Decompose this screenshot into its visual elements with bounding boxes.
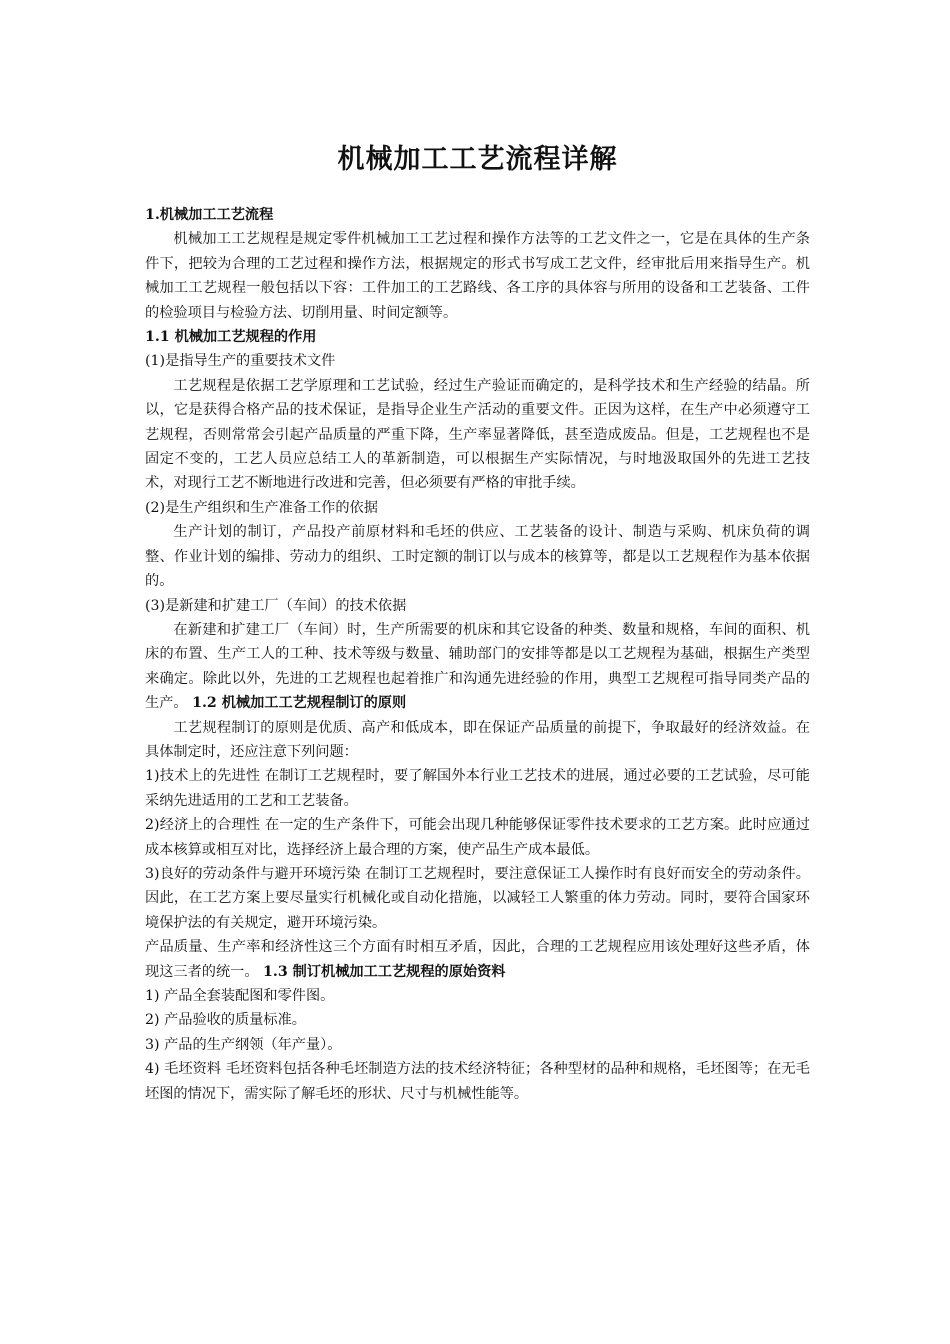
principle-1: 1)技术上的先进性 在制订工艺规程时，要了解国外本行业工艺技术的进展，通过必要的工艺试验，尽可能采纳先进适用的工艺和工艺装备。	[145, 768, 810, 809]
section-heading-1-1: 1.1 机械加工艺规程的作用	[145, 329, 317, 346]
source-item-4: 4) 毛坯资料 毛坯资料包括各种毛坯制造方法的技术经济特征；各种型材的品种和规格，毛坯图等；在无毛坯图的情况下，需实际了解毛坯的形状、尺寸与机械性能等。	[145, 1061, 810, 1102]
section-heading-1-2: 1.2 机械加工工艺规程制订的原则	[192, 695, 407, 712]
paragraph-principle: 工艺规程制订的原则是优质、高产和低成本，即在保证产品质量的前提下，争取最好的经济效益。在具体制定时，还应注意下列问题：	[145, 719, 810, 760]
section-heading-1-3: 1.3 制订机械加工工艺规程的原始资料	[263, 963, 506, 980]
summary-paragraph	[145, 935, 810, 984]
section-heading-1: 1.机械加工工艺流程	[145, 207, 274, 223]
item-3-paragraph	[145, 618, 810, 716]
document-body	[145, 203, 810, 1106]
principle-3: 3)良好的劳动条件与避开环境污染 在制订工艺规程时，要注意保证工人操作时有良好而安全的劳动条件。因此，在工艺方案上要尽量实行机械化或自动化措施，以减轻工人繁重的体力劳动。同时，要符合国家环境保护法的有关规定，避开环境污染。	[145, 865, 810, 931]
source-item-2: 2) 产品验收的质量标准。	[145, 1012, 306, 1029]
item-3-title: (3)是新建和扩建工厂（车间）的技术依据	[145, 597, 407, 614]
item-1-title: (1)是指导生产的重要技术文件	[145, 353, 336, 370]
document-title: 机械加工工艺流程详解	[337, 144, 618, 175]
item-2-title: (2)是生产组织和生产准备工作的依据	[145, 499, 378, 516]
summary-text: 产品质量、生产率和经济性这三个方面有时相互矛盾，因此，合理的工艺规程应用该处理好这些矛盾，体现这三者的统一。	[145, 939, 810, 980]
paragraph-intro: 机械加工工艺规程是规定零件机械加工工艺过程和操作方法等的工艺文件之一，它是在具体的生产条件下，把较为合理的工艺过程和操作方法，根据规定的形式书写成工艺文件，经审批后用来指导生产。机械加工工艺规程一般包括以下容：工件加工的工艺路线、各工序的具体容与所用的设备和工艺装备、工件的检验项目与检验方法、切削用量、时间定额等。	[145, 231, 810, 321]
item-3-text: 在新建和扩建工厂（车间）时，生产所需要的机床和其它设备的种类、数量和规格，车间的面积、机床的布置、生产工人的工种、技术等级与数量、辅助部门的安排等都是以工艺规程为基础，根据生产类型来确定。除此以外，先进的工艺规程也起着推广和沟通先进经验的作用，典型工艺规程可指导同类产品的生产。	[145, 621, 810, 712]
principle-2: 2)经济上的合理性 在一定的生产条件下，可能会出现几种能够保证零件技术要求的工艺方案。此时应通过成本核算或相互对比，选择经济上最合理的方案，使产品生产成本最低。	[145, 817, 810, 858]
item-2-text: 生产计划的制订，产品投产前原材料和毛坯的供应、工艺装备的设计、制造与采购、机床负荷的调整、作业计划的编排、劳动力的组织、工时定额的制订以与成本的核算等，都是以工艺规程作为基本依据的。	[145, 524, 810, 590]
source-item-1: 1) 产品全套装配图和零件图。	[145, 988, 335, 1004]
source-item-3: 3) 产品的生产纲领（年产量）。	[145, 1036, 342, 1053]
item-1-text: 工艺规程是依据工艺学原理和工艺试验，经过生产验证而确定的，是科学技术和生产经验的结晶。所以，它是获得合格产品的技术保证，是指导企业生产活动的重要文件。正因为这样，在生产中必须遵守工艺规程，否则常常会引起产品质量的严重下降，生产率显著降低，甚至造成废品。但是，工艺规程也不是固定不变的，工艺人员应总结工人的革新制造，可以根据生产实际情况，与时地汲取国外的先进工艺技术，对现行工艺不断地进行改进和完善，但必须要有严格的审批手续。	[145, 377, 810, 492]
